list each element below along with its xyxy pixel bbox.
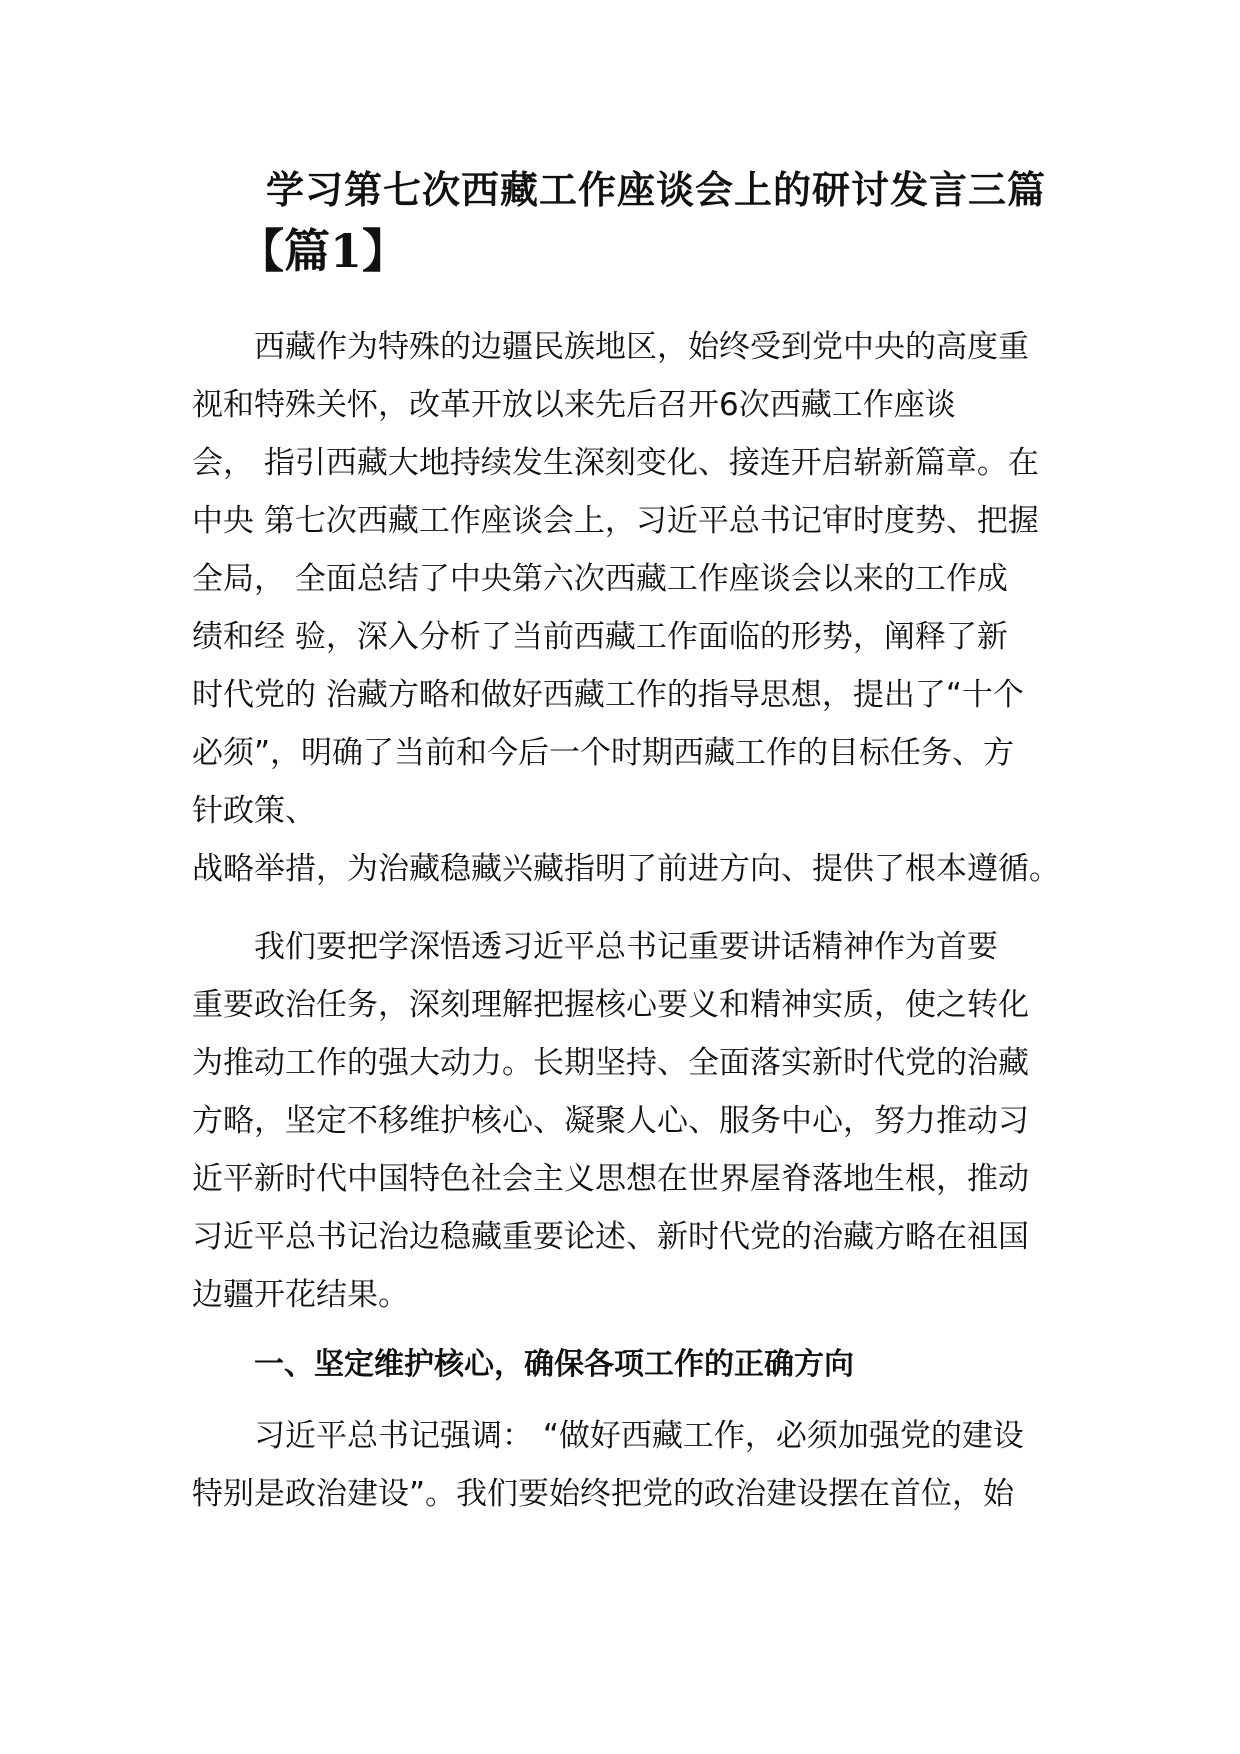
paragraph-line: 西藏作为特殊的边疆民族地区，始终受到党中央的高度重	[254, 329, 1029, 365]
paragraph-line: 为推动工作的强大动力。长期坚持、全面落实新时代党的治藏	[192, 1045, 1029, 1081]
paragraph-line: 会， 指引西藏大地持续发生深刻变化、接连开启崭新篇章。在	[192, 445, 1039, 481]
paragraph-2	[192, 918, 1072, 1324]
paragraph-line: 全局， 全面总结了中央第六次西藏工作座谈会以来的工作成	[192, 561, 1008, 597]
paragraph-line: 针政策、	[192, 793, 316, 829]
chapter-label: 【篇1】	[238, 224, 409, 278]
paragraph-line: 习近平总书记强调： “做好西藏工作，必须加强党的建设	[254, 1418, 1024, 1454]
paragraph-line: 绩和经 验，深入分析了当前西藏工作面临的形势，阐释了新	[192, 619, 1008, 655]
paragraph-line: 时代党的 治藏方略和做好西藏工作的指导思想，提出了“十个	[192, 677, 1024, 713]
paragraph-line: 视和特殊关怀，改革开放以来先后召开6次西藏工作座谈	[192, 387, 956, 423]
section-heading-1: 一、坚定维护核心，确保各项工作的正确方向	[254, 1347, 854, 1382]
paragraph-3	[192, 1407, 1072, 1523]
paragraph-1	[192, 318, 1072, 898]
paragraph-line: 边疆开花结果。	[192, 1277, 409, 1313]
paragraph-line: 必须”，明确了当前和今后一个时期西藏工作的目标任务、方	[192, 735, 1015, 771]
paragraph-line: 特别是政治建设”。我们要始终把党的政治建设摆在首位，始	[192, 1476, 1015, 1512]
paragraph-line: 重要政治任务，深刻理解把握核心要义和精神实质，使之转化	[192, 987, 1029, 1023]
paragraph-line: 我们要把学深悟透习近平总书记重要讲话精神作为首要	[254, 929, 998, 965]
paragraph-line: 方略，坚定不移维护核心、凝聚人心、服务中心，努力推动习	[192, 1103, 1029, 1139]
document-title: 学习第七次西藏工作座谈会上的研讨发言三篇	[266, 167, 1047, 212]
paragraph-line: 习近平总书记治边稳藏重要论述、新时代党的治藏方略在祖国	[192, 1219, 1029, 1255]
paragraph-line: 近平新时代中国特色社会主义思想在世界屋脊落地生根，推动	[192, 1161, 1029, 1197]
paragraph-line: 战略举措，为治藏稳藏兴藏指明了前进方向、提供了根本遵循。	[192, 851, 1060, 887]
paragraph-line: 中央 第七次西藏工作座谈会上，习近平总书记审时度势、把握	[192, 503, 1039, 539]
